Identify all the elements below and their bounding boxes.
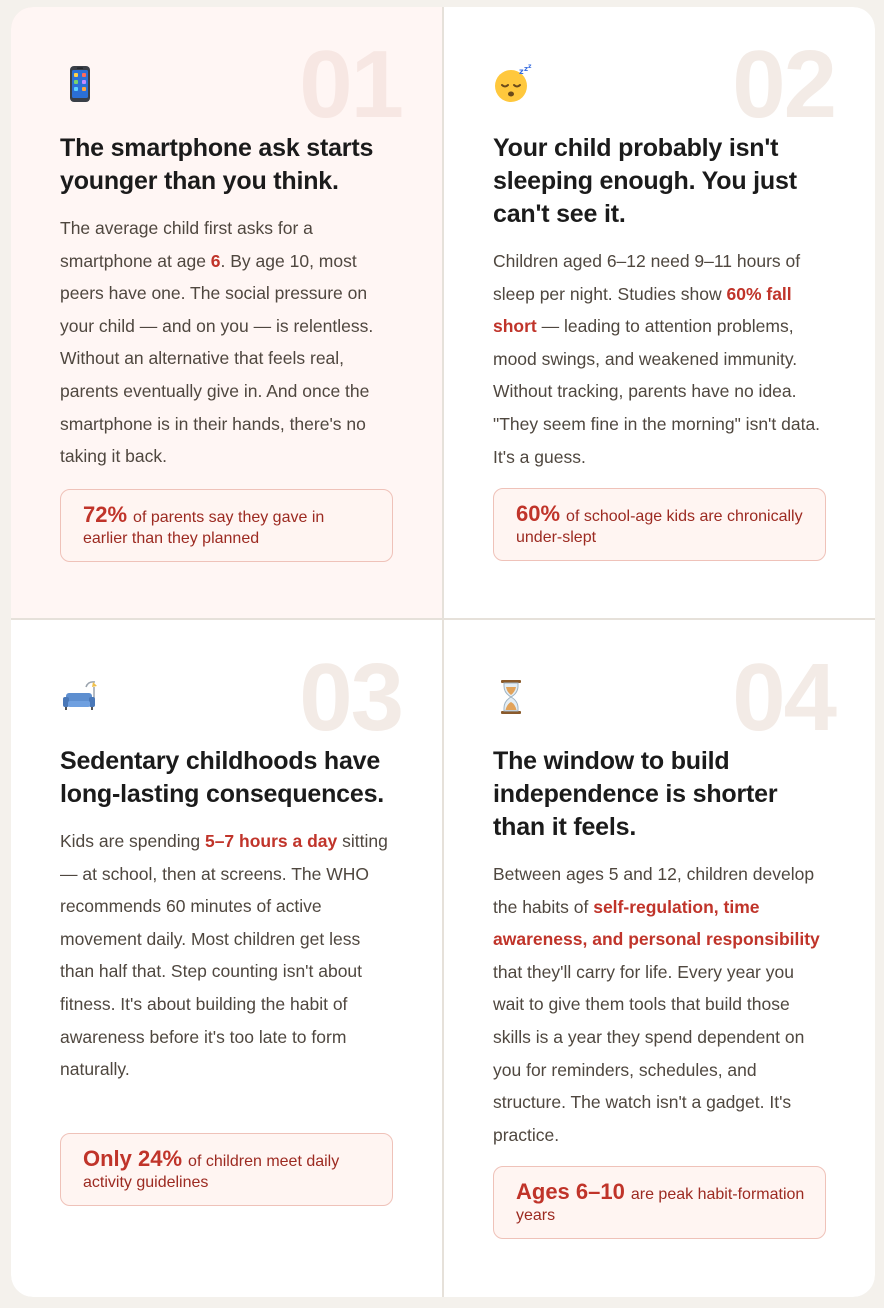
body-text: Kids are spending [60,831,205,851]
stat-callout [493,488,826,561]
card-title: Your child probably isn't sleeping enough. You just can't see it. [493,134,797,228]
stat-value: Only 24% [83,1146,183,1171]
body-text: Children aged 6–12 need 9–11 hours of sleep per night. Studies show [493,251,801,304]
body-text: that they'll carry for life. Every year you wait to give them tools that build those skills is a year they spend dependent on you for reminders, schedules, and structure. The watch isn't a gadget. It's practice. [493,961,805,1145]
body-text: Between ages 5 and 12, children develop the habits of [493,864,815,917]
card-body [60,212,393,473]
card-body [493,858,826,1151]
highlight-text: 6 [210,250,221,271]
card-title: The smartphone ask starts younger than you think. [60,134,374,195]
svg-text:z: z [524,65,529,73]
body-text: The average child first asks for a smartphone at age [60,218,313,271]
card-sedentary [11,620,442,1297]
hourglass-icon [493,677,533,717]
highlight-text: 60% fall short [493,283,792,337]
problem-cards-grid [11,7,875,1297]
stat-text: of parents say they gave in earlier than they planned [83,509,325,547]
card-number: 03 [299,644,402,751]
svg-text:z: z [528,64,532,70]
stat-text: of school-age kids are chronically under-slept [516,508,803,546]
body-text: — leading to attention problems, mood swings, and weakened immunity. Without tracking, parents have no idea. "They seem fine in the morning" isn't data. It's a guess. [493,316,821,467]
sleeping-face-icon [493,64,533,104]
stat-value: 72% [83,502,128,527]
svg-text:z: z [519,67,524,76]
card-body [60,825,393,1086]
card-number: 02 [732,31,835,138]
body-text: sitting — at school, then at screens. The WHO recommends 60 minutes of active movement daily. Most children get less than half that. Step counting isn't about fitness. It's about building the habit of awareness before it's too late to form naturally. [60,831,388,1080]
stat-value: Ages 6–10 [516,1179,625,1204]
highlight-text: self-regulation, time awareness, and personal responsibility [493,896,820,950]
smartphone-icon [60,64,100,104]
highlight-text: 5–7 hours a day [204,831,338,851]
card-number: 04 [732,644,835,751]
card-body [493,245,826,473]
stat-callout [60,1133,393,1206]
stat-text: are peak habit-formation years [516,1186,805,1224]
card-smartphone [11,7,442,618]
stat-callout [60,489,393,562]
card-number: 01 [299,31,402,138]
body-text: . By age 10, most peers have one. The social pressure on your child — and on you — is relentless. Without an alternative that feels real, parents eventually give in. And once the smartphone is in their hands, there's no taking it back. [60,250,374,467]
stat-text: of children meet daily activity guidelines [83,1153,340,1191]
card-independence [444,620,875,1297]
couch-icon [60,677,100,717]
stat-callout [493,1166,826,1239]
card-sleep [444,7,875,618]
card-title: The window to build independence is shorter than it feels. [493,747,778,841]
stat-value: 60% [516,501,561,526]
card-title: Sedentary childhoods have long-lasting consequences. [60,747,385,808]
